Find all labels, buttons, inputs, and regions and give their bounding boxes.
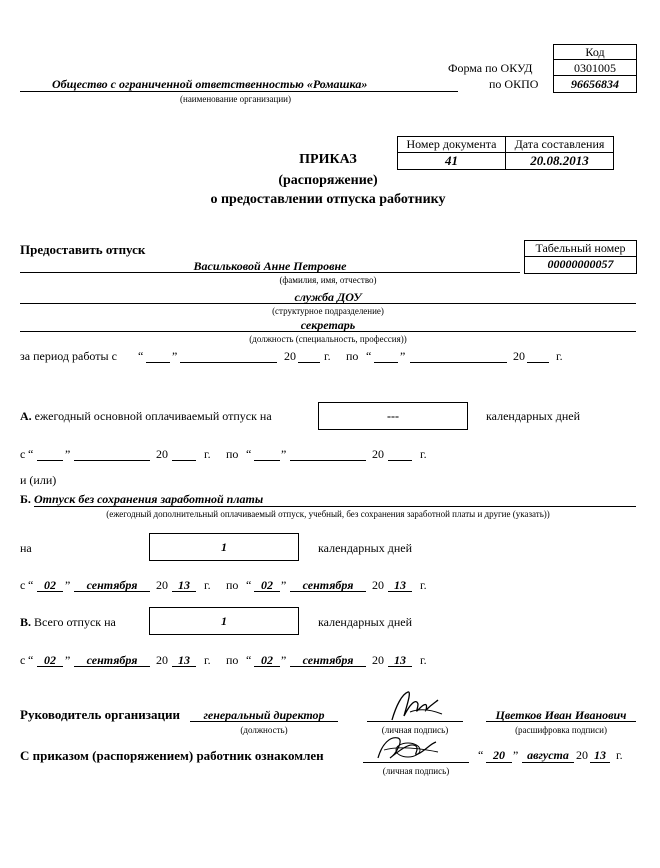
- section-b-days-value: 1: [221, 540, 227, 554]
- section-v-q-open-1: “: [28, 653, 34, 667]
- ack-signature-line: [363, 762, 469, 763]
- employee-signature-image: [368, 730, 448, 766]
- head-name: Цветков Иван Иванович: [495, 708, 627, 722]
- head-name-caption: (расшифровка подписи): [515, 725, 607, 735]
- period-q-open-2: “: [366, 349, 372, 363]
- employee-position-line: [20, 331, 636, 332]
- section-b-g-2: г.: [420, 578, 427, 592]
- section-a-yr-1: 20: [156, 447, 168, 461]
- period-to-month-line: [410, 362, 507, 363]
- section-v-q-open-2: “: [246, 653, 252, 667]
- title-rasporyazhenie: (распоряжение): [278, 173, 378, 188]
- section-a-from-month-line: [74, 460, 150, 461]
- section-b-line: [34, 506, 636, 507]
- employee-name-line: [20, 272, 520, 273]
- and-or-label: и (или): [20, 473, 57, 487]
- section-b-yr-1: 20: [156, 578, 168, 592]
- section-a-to-year-line: [388, 460, 412, 461]
- section-a-yr-2: 20: [372, 447, 384, 461]
- code-label: Код: [585, 45, 605, 59]
- section-b-to-year-line: [388, 591, 412, 592]
- section-a-days-value: ---: [387, 409, 399, 423]
- section-v-to-year: 13: [394, 653, 406, 667]
- doc-date-value: 20.08.2013: [505, 152, 614, 170]
- section-a-q-close-2: ”: [281, 447, 287, 461]
- ack-signature-caption: (личная подпись): [382, 766, 450, 776]
- section-v-q-close-1: ”: [65, 653, 71, 667]
- okpo-value: 96656834: [571, 77, 619, 91]
- period-po: по: [346, 349, 359, 363]
- title-prikaz: ПРИКАЗ: [299, 152, 357, 167]
- head-position-line: [190, 721, 338, 722]
- period-q-close-1: ”: [172, 349, 178, 363]
- tab-number-label: Табельный номер: [524, 240, 637, 257]
- section-b-g-1: г.: [204, 578, 211, 592]
- ack-day: 20: [493, 748, 505, 762]
- head-signature-image: [380, 686, 450, 726]
- section-a-from-year-line: [172, 460, 196, 461]
- section-v-letter: В.: [20, 615, 32, 629]
- period-g-1: г.: [324, 349, 331, 363]
- section-b-to-month-line: [290, 591, 366, 592]
- section-b-to-month: сентября: [302, 578, 354, 592]
- tab-number-value: 00000000057: [524, 256, 637, 274]
- section-a-q-close-1: ”: [65, 447, 71, 461]
- section-a-g-2: г.: [420, 447, 427, 461]
- period-prefix: за период работы с: [20, 349, 117, 363]
- section-a-s: с: [20, 447, 26, 461]
- head-signature-line: [367, 721, 463, 722]
- section-v-from-year: 13: [178, 653, 190, 667]
- section-v-to-day: 02: [261, 653, 273, 667]
- section-b-from-month-line: [74, 591, 150, 592]
- grant-label: Предоставить отпуск: [20, 242, 146, 257]
- section-a-po: по: [226, 447, 239, 461]
- section-a-q-open-2: “: [246, 447, 252, 461]
- section-a-g-1: г.: [204, 447, 211, 461]
- ack-yr: 20: [576, 748, 588, 762]
- okud-value: 0301005: [574, 61, 616, 75]
- section-v-to-year-line: [388, 666, 412, 667]
- section-a-text: ежегодный основной оплачиваемый отпуск на: [31, 409, 272, 423]
- section-b-days-suffix: календарных дней: [318, 541, 413, 555]
- section-v-q-close-2: ”: [281, 653, 287, 667]
- section-a-from-day-line: [37, 460, 63, 461]
- period-to-day-line: [374, 362, 398, 363]
- section-b-yr-2: 20: [372, 578, 384, 592]
- section-v-to-day-line: [254, 666, 280, 667]
- period-from-month-line: [180, 362, 277, 363]
- section-v-from-year-line: [172, 666, 196, 667]
- period-to-year-line: [527, 362, 549, 363]
- section-b-q-close-1: ”: [65, 578, 71, 592]
- section-b-to-year: 13: [394, 578, 406, 592]
- section-b-from-day: 02: [44, 578, 56, 592]
- section-v-to-month: сентября: [302, 653, 354, 667]
- period-from-year-line: [298, 362, 320, 363]
- section-b-letter: Б.: [20, 492, 31, 506]
- section-b-to-day: 02: [261, 578, 273, 592]
- ack-year-line: [590, 762, 610, 763]
- period-yr-1: 20: [284, 349, 296, 363]
- section-b-from-year: 13: [178, 578, 190, 592]
- section-b-q-close-2: ”: [281, 578, 287, 592]
- org-caption: (наименование организации): [180, 94, 291, 104]
- section-b-na: на: [20, 541, 32, 555]
- section-a-q-open-1: “: [28, 447, 34, 461]
- head-position: генеральный директор: [203, 708, 325, 722]
- okud-label: Форма по ОКУД: [448, 61, 533, 75]
- section-b-from-year-line: [172, 591, 196, 592]
- section-a-label: [20, 409, 272, 424]
- section-b-q-open-1: “: [28, 578, 34, 592]
- section-v-s: с: [20, 653, 26, 667]
- section-b-to-day-line: [254, 591, 280, 592]
- section-v-yr-2: 20: [372, 653, 384, 667]
- section-v-from-month: сентября: [86, 653, 138, 667]
- head-label: Руководитель организации: [20, 707, 180, 722]
- ack-q-open: “: [478, 748, 484, 762]
- section-b-caption: (ежегодный дополнительный оплачиваемый отпуск, учебный, без сохранения заработной платы и другие (указать)): [106, 509, 550, 519]
- section-v-from-day: 02: [44, 653, 56, 667]
- period-q-open-1: “: [138, 349, 144, 363]
- ack-day-line: [486, 762, 512, 763]
- employee-position-caption: (должность (специальность, профессия)): [249, 334, 407, 344]
- doc-date-label: Дата составления: [505, 136, 614, 153]
- section-a-letter: А.: [20, 409, 32, 423]
- section-a-to-day-line: [254, 460, 280, 461]
- employee-dept-caption: (структурное подразделение): [272, 306, 384, 316]
- ack-q-close: ”: [513, 748, 519, 762]
- head-position-caption: (должность): [240, 725, 288, 735]
- ack-month: августа: [527, 748, 569, 762]
- section-b-from-month: сентября: [86, 578, 138, 592]
- section-b-po: по: [226, 578, 239, 592]
- section-v-text: Всего отпуск на: [31, 615, 116, 629]
- employee-name: Васильковой Анне Петровне: [193, 259, 347, 273]
- doc-number-label: Номер документа: [397, 136, 506, 153]
- section-b-text: Отпуск без сохранения заработной платы: [33, 492, 264, 506]
- section-a-to-month-line: [290, 460, 366, 461]
- head-signature-caption: (личная подпись): [381, 725, 449, 735]
- section-v-yr-1: 20: [156, 653, 168, 667]
- period-yr-2: 20: [513, 349, 525, 363]
- section-v-to-month-line: [290, 666, 366, 667]
- section-v-g-1: г.: [204, 653, 211, 667]
- section-v-days-suffix: календарных дней: [318, 615, 413, 629]
- section-b-label: [20, 492, 263, 507]
- title-subject: о предоставлении отпуска работнику: [210, 192, 446, 207]
- period-from-day-line: [146, 362, 170, 363]
- ack-label: С приказом (распоряжением) работник ознакомлен: [20, 748, 324, 763]
- okpo-label: по ОКПО: [489, 77, 539, 91]
- section-b-s: с: [20, 578, 26, 592]
- employee-name-caption: (фамилия, имя, отчество): [279, 275, 377, 285]
- period-g-2: г.: [556, 349, 563, 363]
- head-name-line: [486, 721, 636, 722]
- ack-year: 13: [594, 748, 606, 762]
- org-name: Общество с ограниченной ответственностью «Ромашка»: [52, 77, 368, 91]
- employee-position: секретарь: [300, 318, 356, 332]
- ack-month-line: [522, 762, 574, 763]
- employee-dept: служба ДОУ: [294, 290, 362, 304]
- section-v-po: по: [226, 653, 239, 667]
- section-v-label: [20, 615, 116, 630]
- section-b-from-day-line: [37, 591, 63, 592]
- doc-number-value: 41: [397, 152, 506, 170]
- org-name-line: [20, 91, 458, 92]
- section-v-from-day-line: [37, 666, 63, 667]
- section-a-days-suffix: календарных дней: [486, 409, 581, 423]
- section-v-g-2: г.: [420, 653, 427, 667]
- section-v-days-value: 1: [221, 614, 227, 628]
- section-b-q-open-2: “: [246, 578, 252, 592]
- employee-dept-line: [20, 303, 636, 304]
- ack-g: г.: [616, 748, 623, 762]
- period-q-close-2: ”: [400, 349, 406, 363]
- section-v-from-month-line: [74, 666, 150, 667]
